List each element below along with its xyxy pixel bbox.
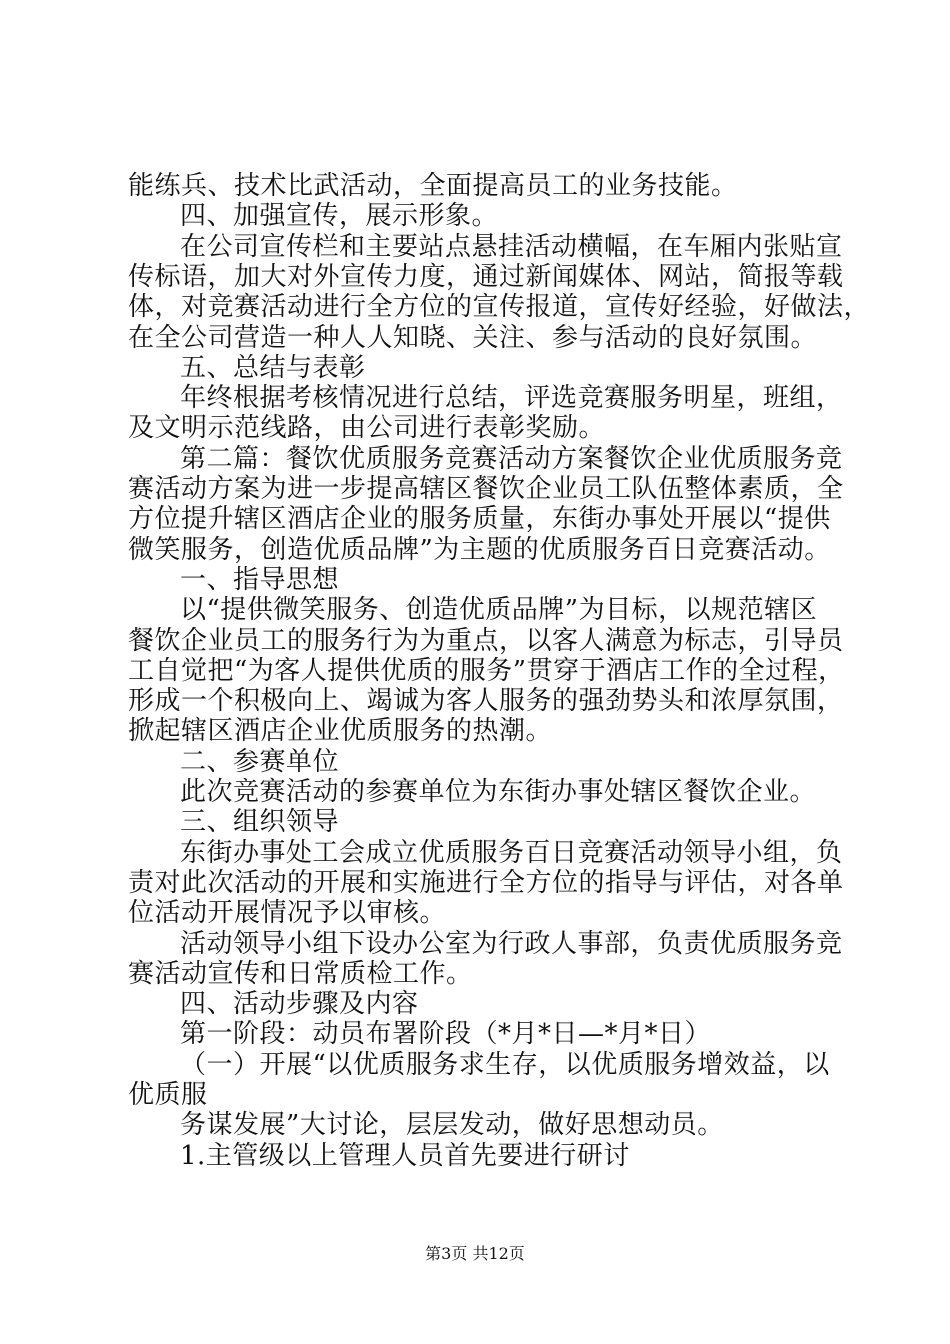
section-heading: 四、活动步骤及内容 [180,989,419,1020]
section-heading: 一、指导思想 [180,564,340,595]
text-line: 微笑服务，创造优质品牌”为主题的优质服务百日竞赛活动。 [128,534,831,565]
section-heading: 二、参赛单位 [180,746,340,777]
text-line: 形成一个积极向上、竭诚为客人服务的强劲势头和浓厚氛围， [128,686,844,717]
text-line: 以“提供微笑服务、创造优质品牌”为目标，以规范辖区 [180,595,818,626]
text-line: 第二篇：餐饮优质服务竞赛活动方案餐饮企业优质服务竞 [180,443,843,474]
text-line: 位活动开展情况予以审核。 [128,898,447,929]
text-line: 及文明示范线路，由公司进行表彰奖励。 [128,413,606,444]
section-heading: 四、加强宣传，展示形象。 [180,201,499,232]
text-line: 责对此次活动的开展和实施进行全方位的指导与评估，对各单 [128,867,844,898]
text-line: 能练兵、技术比武活动，全面提高员工的业务技能。 [128,171,738,201]
text-line: 1.主管级以上管理人员首先要进行研讨 [180,1140,630,1171]
text-line: 优质服 [128,1080,208,1110]
text-line: 年终根据考核情况进行总结，评选竞赛服务明星，班组， [180,383,843,414]
text-line: 赛活动方案为进一步提高辖区餐饮企业员工队伍整体素质，全 [128,474,844,504]
text-line: 第一阶段：动员布署阶段（*月*日—*月*日） [180,1019,712,1050]
text-line: 在全公司营造一种人人知晓、关注、参与活动的良好氛围。 [128,322,818,353]
text-line: 在公司宣传栏和主要站点悬挂活动横幅，在车厢内张贴宣 [180,231,843,262]
text-line: 工自觉把“为客人提供优质的服务”贯穿于酒店工作的全过程， [128,655,845,686]
text-line: 方位提升辖区酒店企业的服务质量，东街办事处开展以“提供 [128,504,831,535]
text-line: 东街办事处工会成立优质服务百日竞赛活动领导小组，负 [180,837,843,868]
text-line: 传标语，加大对外宣传力度，通过新闻媒体、网站，简报等载 [128,261,844,292]
section-heading: 三、组织领导 [180,807,340,838]
text-line: 餐饮企业员工的服务行为为重点，以客人满意为标志，引导员 [128,625,844,656]
section-heading: 五、总结与表彰 [180,352,366,383]
text-line: 务谋发展”大讨论，层层发动，做好思想动员。 [180,1110,724,1141]
text-line: 此次竞赛活动的参赛单位为东街办事处辖区餐饮企业。 [180,777,817,807]
text-line: 赛活动宣传和日常质检工作。 [128,958,473,989]
text-line: 活动领导小组下设办公室为行政人事部，负责优质服务竞 [180,928,843,959]
page-footer: 第3页 共12页 [425,1244,525,1263]
text-line: 掀起辖区酒店企业优质服务的热潮。 [128,716,553,747]
text-line: （一）开展“以优质服务求生存，以优质服务增效益，以 [180,1049,830,1080]
text-line: 体，对竞赛活动进行全方位的宣传报道，宣传好经验，好做法， [128,292,871,323]
